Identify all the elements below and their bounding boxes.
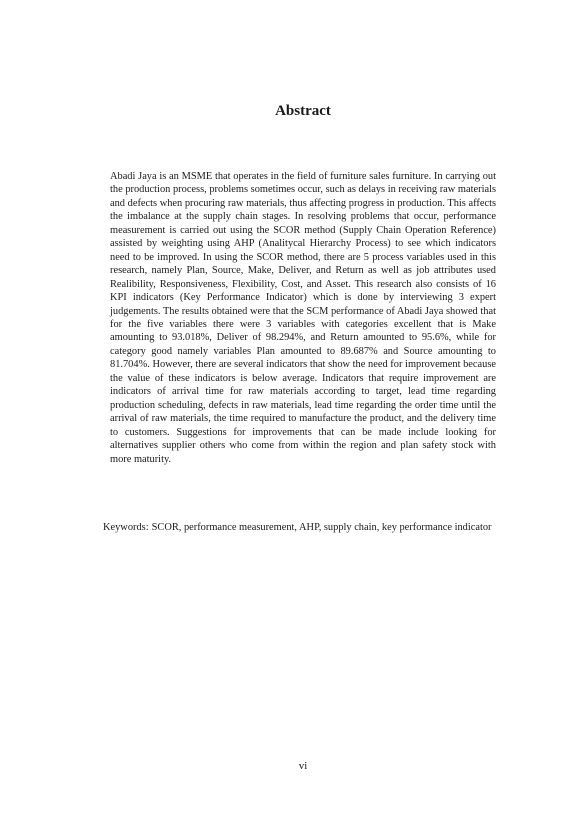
abstract-title: Abstract <box>275 103 331 119</box>
keywords-label: Keywords: <box>103 522 149 533</box>
abstract-body-text: Abadi Jaya is an MSME that operates in the field of furniture sales furniture. In carrying out the production process, problems sometimes occur, such as delays in receiving raw materials and defects when procuring raw materials, thus affecting progress in production. This affects the imbalance at the supply chain stages. In resolving problems that occur, performance measurement is carried out using the SCOR method (Supply Chain Operation Reference) assisted by weighting using AHP (Analitycal Hierarchy Process) to see which indicators need to be improved. In using the SCOR method, there are 5 process variables used in this research, namely Plan, Source, Make, Deliver, and Return as well as job attributes used Realibility, Responsiveness, Flexibility, Cost, and Asset. This research also consists of 16 KPI indicators (Key Performance Indicator) which is done by interviewing 3 expert judgements. The results obtained were that the SCM performance of Abadi Jaya showed that for the five variables there were 3 variables with categories excellent that is Make amounting to 93.018%, Deliver of 98.294%, and Return amounted to 95.6%, while for category good namely variables Plan amounted to 89.687% and Source amounting to 81.704%. However, there are several indicators that show the need for improvement because the value of these indicators is below average. Indicators that require improvement are indicators of arrival time for raw materials according to target, lead time regarding production scheduling, defects in raw materials, lead time regarding the order time until the arrival of raw materials, the time required to manufacture the product, and the delivery time to customers. Suggestions for improvements that can be made include looking for alternatives supplier others who come from within the region and plan safety stock with more maturity. <box>110 171 496 465</box>
page-number: vi <box>298 760 308 772</box>
keywords-list: SCOR, performance measurement, AHP, supply chain, key performance indicator <box>151 522 492 533</box>
keywords-section <box>103 521 499 535</box>
